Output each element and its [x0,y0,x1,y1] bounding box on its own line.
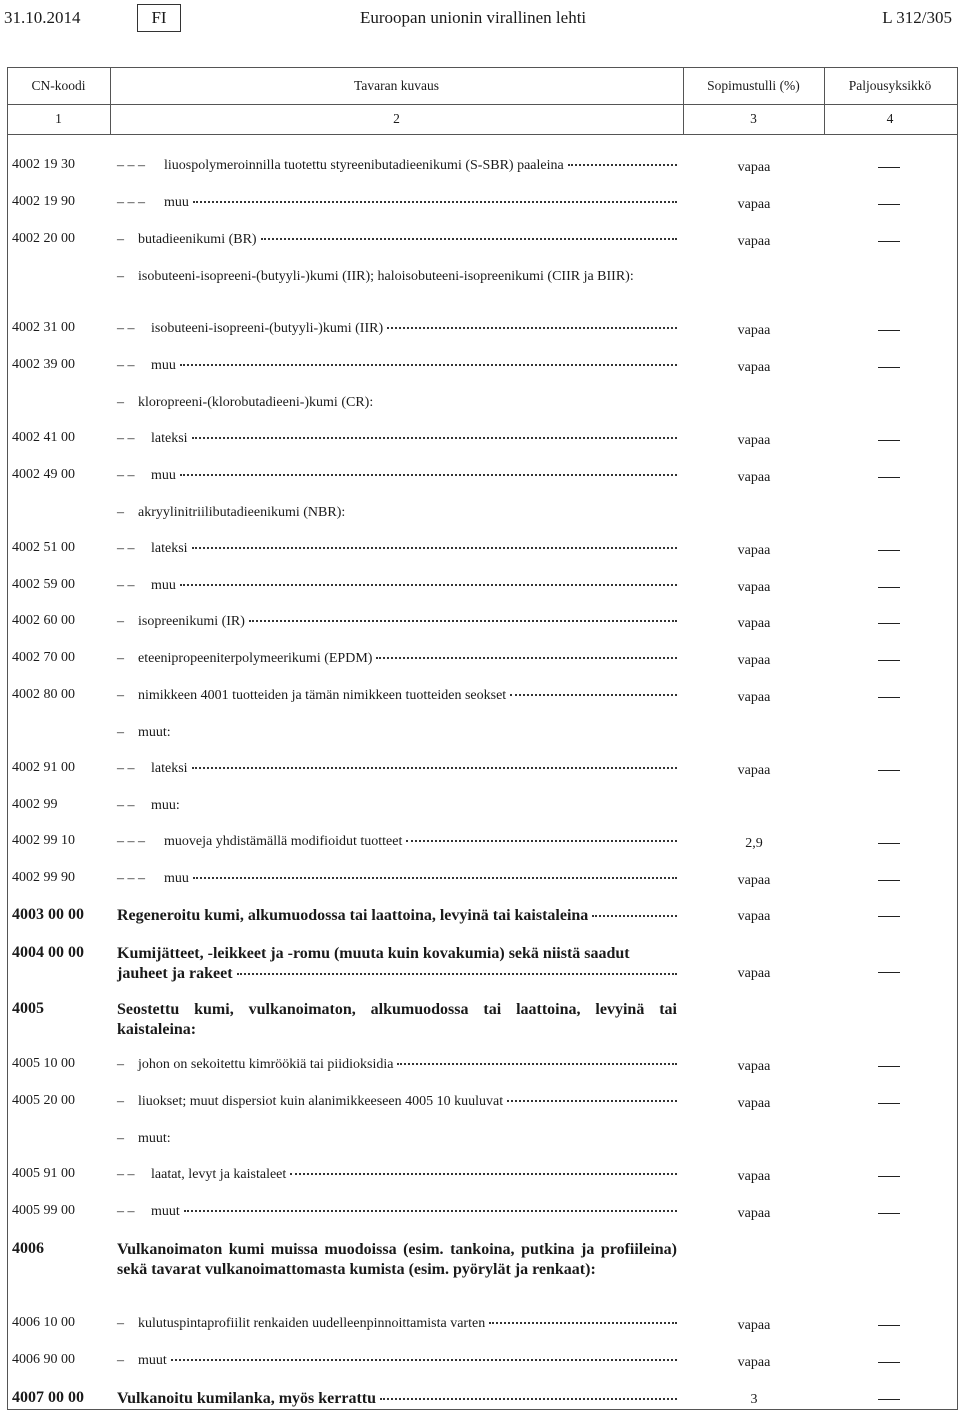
column-header-duty: Sopimustulli (%) [707,78,800,93]
dot-leader [290,1173,677,1175]
goods-description [117,320,677,338]
journal-title: Euroopan unionin virallinen lehti [360,8,587,27]
duty-rate: vapaa [737,1318,771,1333]
description-text: Regeneroitu kumi, alkumuodossa tai laattoina, levyinä tai kaistaleina [117,907,589,924]
cn-code: 4002 99 90 [12,870,75,885]
indent-dashes: – [117,614,124,629]
description-text: muut: [138,725,171,740]
indent-dashes: – [117,232,124,247]
goods-description [117,430,677,448]
dot-leader [180,364,677,366]
duty-rate: vapaa [737,653,771,668]
dot-leader [193,201,677,203]
goods-description [117,1000,677,1040]
description-text: muu [151,468,176,483]
description-text: nimikkeen 4001 tuotteiden ja tämän nimikkeen tuotteiden seokset [138,688,507,703]
publication-date: 31.10.2014 [4,8,81,27]
column-header-description: Tavaran kuvaus [354,78,439,93]
dot-leader [192,437,677,439]
cn-code: 4002 19 30 [12,157,75,172]
description-text: akryylinitriilibutadieenikumi (NBR): [138,505,346,520]
dot-leader [568,164,677,166]
indent-dashes: – [117,1057,124,1072]
description-text: muu [151,358,176,373]
dot-leader [261,238,677,240]
page-reference: L 312/305 [882,8,952,27]
description-text: isobuteeni-isopreeni-(butyyli-)kumi (IIR) [151,321,384,336]
cn-code: 4004 00 00 [12,944,84,961]
goods-description [117,194,677,212]
unit-dash [878,697,900,698]
duty-rate: vapaa [737,1206,771,1221]
cn-code: 4002 31 00 [12,320,75,335]
language-badge: FI [137,4,181,32]
duty-rate: 3 [750,1392,758,1407]
indent-dashes: – – – [117,195,145,210]
goods-description [117,540,677,558]
description-text: liuokset; muut dispersiot kuin alanimikkeeseen 4005 10 kuuluvat [138,1094,504,1109]
goods-description [117,833,677,851]
goods-description [117,467,677,485]
description-text: lateksi [151,431,188,446]
duty-rate: vapaa [737,909,771,924]
duty-rate: vapaa [737,1059,771,1074]
unit-dash [878,330,900,331]
unit-dash [878,167,900,168]
indent-dashes: – – – [117,871,145,886]
indent-dashes: – – [117,761,135,776]
indent-dashes: – [117,1131,124,1146]
duty-rate: vapaa [737,543,771,558]
description-text: Vulkanoimaton kumi muissa muodoissa (esim. tankoina, putkina ja profiileina) sekä tavarat vulkanoimattomasta kumista (esim. pyörylät ja renkaat): [117,1241,677,1278]
duty-rate: vapaa [737,690,771,705]
dot-leader [387,327,677,329]
cn-code: 4005 91 00 [12,1166,75,1181]
dot-leader [397,1063,677,1065]
cn-code: 4005 99 00 [12,1203,75,1218]
description-text: muut: [138,1131,171,1146]
description-text: muut [138,1353,167,1368]
indent-dashes: – – [117,541,135,556]
description-text: Kumijätteet, -leikkeet ja -romu (muuta kuin kovakumia) sekä niistä saadut [117,945,630,962]
goods-description [117,1240,677,1280]
goods-description [117,613,677,631]
goods-description [117,1389,677,1409]
description-text: muut [151,1204,180,1219]
goods-description [117,504,677,522]
unit-dash [878,550,900,551]
cn-code: 4002 80 00 [12,687,75,702]
cn-code: 4002 91 00 [12,760,75,775]
description-text: lateksi [151,541,188,556]
dot-leader [192,547,677,549]
column-number-1: 1 [55,111,62,126]
description-text: muu: [151,798,180,813]
cn-code: 4002 41 00 [12,430,75,445]
goods-description [117,1130,677,1148]
description-text: muu [151,578,176,593]
cn-code: 4002 49 00 [12,467,75,482]
goods-description [117,760,677,778]
description-text: Vulkanoitu kumilanka, myös kerrattu [117,1390,377,1407]
duty-rate: vapaa [737,616,771,631]
goods-description [117,231,677,249]
header-divider [7,134,957,135]
unit-dash [878,440,900,441]
cn-code: 4006 10 00 [12,1315,75,1330]
description-text: muu [164,195,189,210]
goods-description [117,797,677,815]
unit-dash [878,204,900,205]
goods-description [117,1352,677,1370]
goods-description [117,1093,677,1111]
goods-description [117,906,677,926]
dot-leader [184,1210,677,1212]
cn-code: 4005 [12,1000,44,1017]
indent-dashes: – – [117,1204,135,1219]
cn-code: 4002 39 00 [12,357,75,372]
goods-description [117,1166,677,1184]
duty-rate: vapaa [737,160,771,175]
goods-description [117,650,677,668]
description-text: laatat, levyt ja kaistaleet [151,1167,287,1182]
duty-rate: vapaa [737,1169,771,1184]
cn-code: 4007 00 00 [12,1389,84,1406]
unit-dash [878,916,900,917]
dot-leader [507,1100,677,1102]
indent-dashes: – – [117,468,135,483]
duty-rate: vapaa [737,234,771,249]
description-text: Seostettu kumi, vulkanoimaton, alkumuodossa tai laattoina, levyinä tai kaistaleina: [117,1001,677,1038]
duty-rate: vapaa [737,197,771,212]
column-number-2: 2 [393,111,400,126]
unit-dash [878,623,900,624]
page-header [0,0,960,40]
description-text: kulutuspintaprofiilit renkaiden uudelleenpinnoittamista varten [138,1316,486,1331]
goods-description [117,394,677,412]
column-header-cn: CN-koodi [31,78,86,93]
unit-dash [878,1325,900,1326]
description-text: jauheet ja rakeet [117,965,233,982]
description-text: isopreenikumi (IR) [138,614,245,629]
description-text: johon on sekoitettu kimröökiä tai piidioksidia [138,1057,394,1072]
unit-dash [878,367,900,368]
dot-leader [237,973,677,975]
goods-description [117,577,677,595]
indent-dashes: – [117,651,124,666]
dot-leader [489,1322,677,1324]
unit-dash [878,843,900,844]
cn-code: 4005 20 00 [12,1093,75,1108]
goods-description [117,357,677,375]
duty-rate: 2,9 [745,836,763,851]
cn-code: 4002 99 10 [12,833,75,848]
duty-rate: vapaa [737,873,771,888]
cn-code: 4002 59 00 [12,577,75,592]
indent-dashes: – – – [117,834,145,849]
unit-dash [878,1362,900,1363]
unit-dash [878,241,900,242]
indent-dashes: – [117,1094,124,1109]
dot-leader [180,474,677,476]
duty-rate: vapaa [737,1355,771,1370]
duty-rate: vapaa [737,323,771,338]
duty-rate: vapaa [737,763,771,778]
duty-rate: vapaa [737,433,771,448]
column-number-3: 3 [750,111,757,126]
indent-dashes: – [117,395,124,410]
column-header-unit: Paljousyksikkö [848,78,932,93]
unit-dash [878,660,900,661]
cn-code: 4006 90 00 [12,1352,75,1367]
indent-dashes: – – [117,578,135,593]
duty-rate: vapaa [737,1096,771,1111]
dot-leader [510,694,677,696]
unit-dash [878,1066,900,1067]
goods-description [117,268,677,286]
goods-description [117,724,677,742]
duty-rate: vapaa [737,580,771,595]
column-number-4: 4 [886,111,894,126]
description-text: butadieenikumi (BR) [138,232,257,247]
indent-dashes: – – [117,358,135,373]
indent-dashes: – [117,269,124,284]
cn-code: 4002 70 00 [12,650,75,665]
indent-dashes: – – [117,321,135,336]
unit-dash [878,1399,900,1400]
cn-code: 4002 99 [12,797,58,812]
cn-code: 4005 10 00 [12,1056,75,1071]
description-text: liuospolymeroinnilla tuotettu styreenibutadieenikumi (S-SBR) paaleina [164,158,564,173]
dot-leader [192,767,677,769]
unit-dash [878,1103,900,1104]
unit-dash [878,477,900,478]
cn-code: 4006 [12,1240,44,1257]
unit-dash [878,770,900,771]
goods-description [117,1056,677,1074]
goods-description [117,157,677,175]
description-text: isobuteeni-isopreeni-(butyyli-)kumi (IIR); haloisobuteeni-isopreenikumi (CIIR ja BIIR): [138,269,634,284]
dot-leader [592,915,677,917]
description-text: lateksi [151,761,188,776]
indent-dashes: – – [117,798,135,813]
unit-dash [878,880,900,881]
indent-dashes: – [117,505,124,520]
description-text: kloropreeni-(klorobutadieeni-)kumi (CR): [138,395,374,410]
indent-dashes: – – [117,431,135,446]
goods-description [117,1315,677,1333]
goods-description [117,944,677,984]
description-text: eteenipropeeniterpolymeerikumi (EPDM) [138,651,373,666]
dot-leader [406,840,677,842]
indent-dashes: – [117,725,124,740]
dot-leader [376,657,677,659]
duty-rate: vapaa [737,360,771,375]
indent-dashes: – – [117,1167,135,1182]
dot-leader [171,1359,677,1361]
dot-leader [380,1398,677,1400]
unit-dash [878,972,900,973]
cn-code: 4003 00 00 [12,906,84,923]
duty-rate: vapaa [737,966,771,981]
dot-leader [249,620,677,622]
unit-dash [878,1176,900,1177]
goods-description [117,1203,677,1221]
indent-dashes: – – – [117,158,145,173]
header-divider [7,104,957,105]
goods-description [117,687,677,705]
description-text: muu [164,871,189,886]
dot-leader [193,877,677,879]
cn-code: 4002 19 90 [12,194,75,209]
indent-dashes: – [117,1353,124,1368]
cn-code: 4002 60 00 [12,613,75,628]
description-text: muoveja yhdistämällä modifioidut tuotteet [164,834,403,849]
cn-code: 4002 20 00 [12,231,75,246]
indent-dashes: – [117,1316,124,1331]
cn-code: 4002 51 00 [12,540,75,555]
duty-rate: vapaa [737,470,771,485]
indent-dashes: – [117,688,124,703]
unit-dash [878,1213,900,1214]
unit-dash [878,587,900,588]
dot-leader [180,584,677,586]
goods-description [117,870,677,888]
